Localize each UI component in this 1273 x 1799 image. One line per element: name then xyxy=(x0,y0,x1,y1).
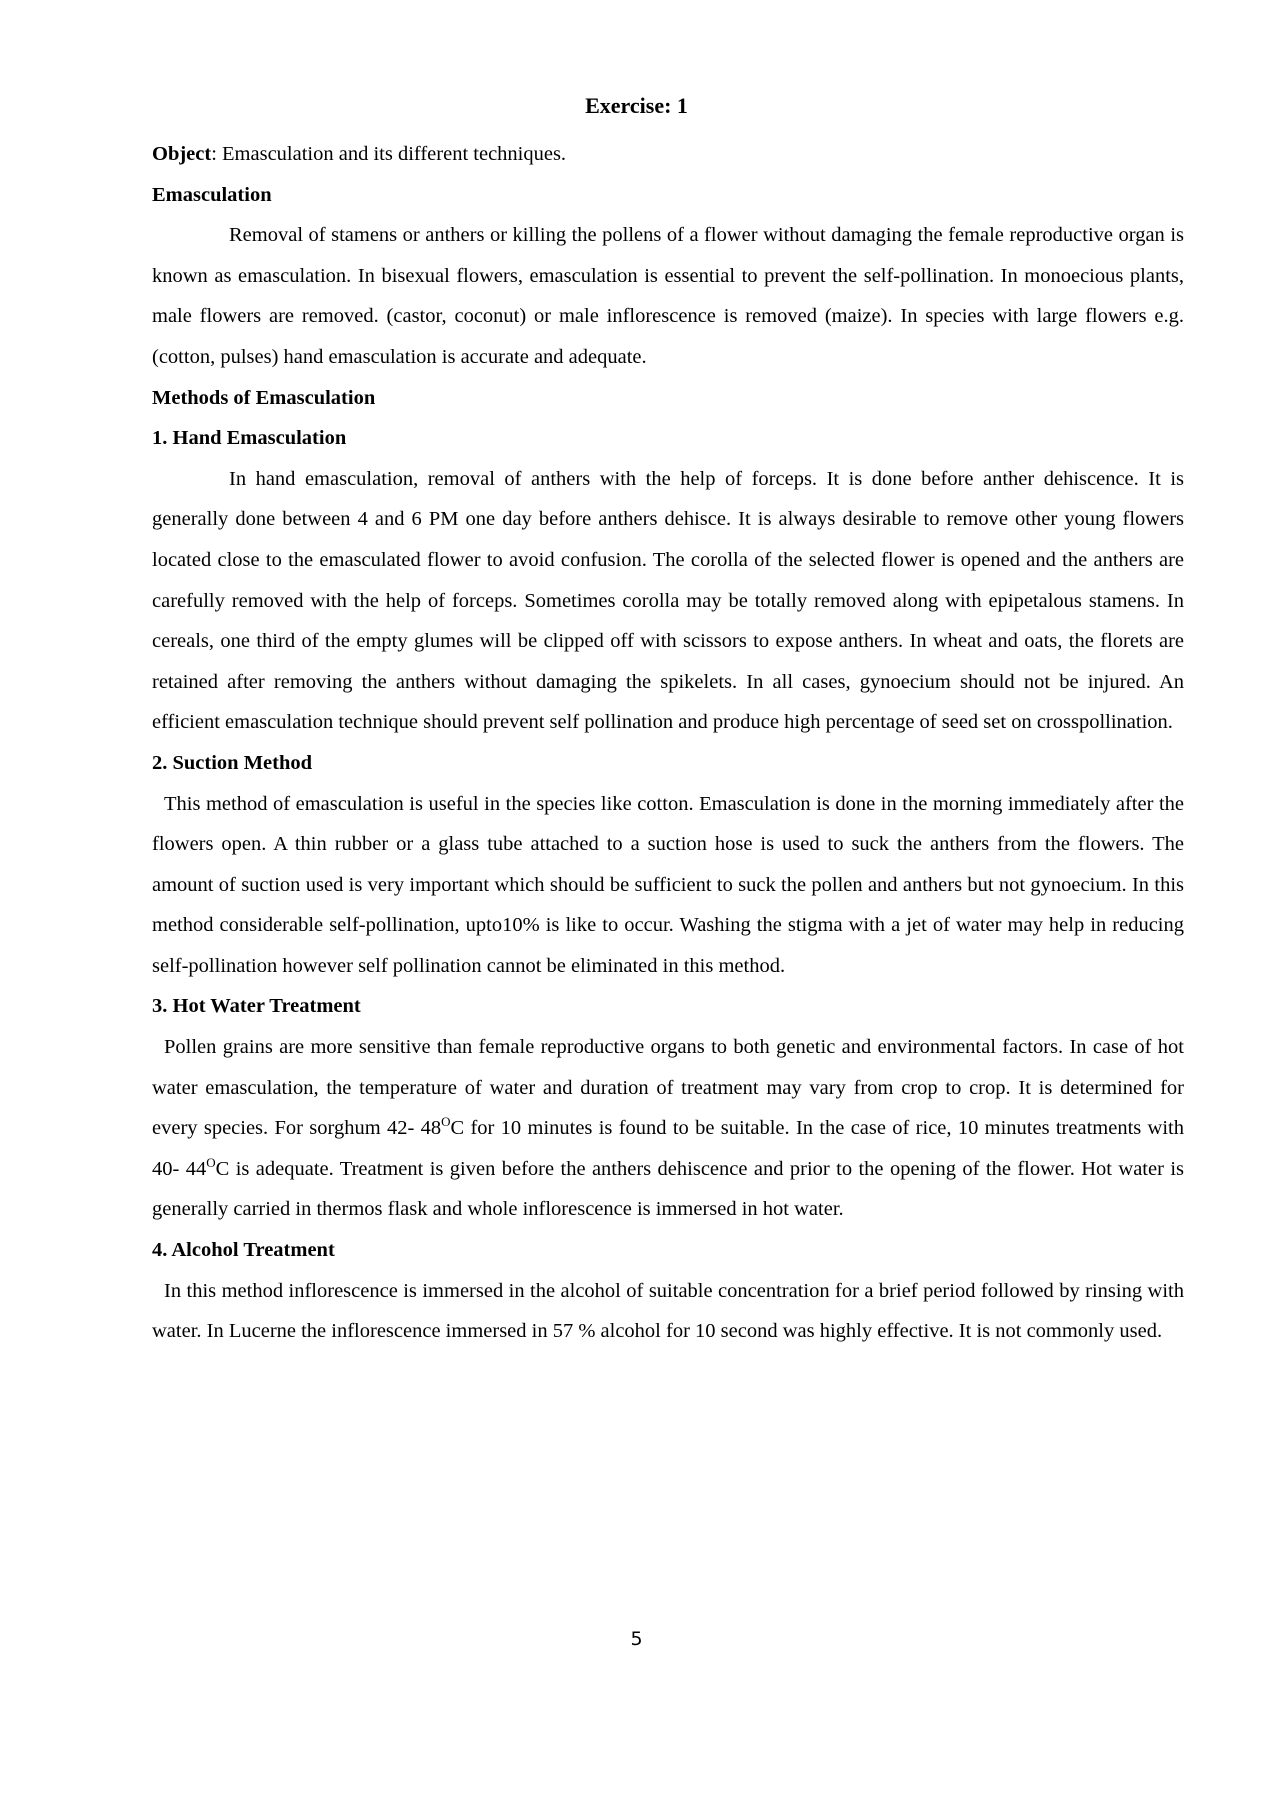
hand-emasculation-paragraph: In hand emasculation, removal of anthers with the help of forceps. It is done before anther dehiscence. It is generally done between 4 and 6 PM one day before anthers dehisce. It is always desirable to remove other young flowers located close to the emasculated flower to avoid confusion. The corolla of the selected flower is opened and the anthers are carefully removed with the help of forceps. Sometimes corolla may be totally removed along with epipetalous stamens. In cereals, one third of the empty glumes will be clipped off with scissors to expose anthers. In wheat and oats, the florets are retained after removing the anthers without damaging the spikelets. In all cases, gynoecium should not be injured. An efficient emasculation technique should prevent self pollination and produce high percentage of seed set on crosspollination. xyxy=(152,467,1184,734)
methods-heading: Methods of Emasculation xyxy=(152,386,376,409)
suction-method-heading: 2. Suction Method xyxy=(152,751,313,774)
page-number: 5 xyxy=(630,1628,643,1650)
object-label: Object xyxy=(152,143,212,165)
object-text: : Emasculation and its different techniques. xyxy=(211,143,567,165)
alcohol-treatment-paragraph: In this method inflorescence is immersed in the alcohol of suitable concentration for a brief period followed by rinsing with water. In Lucerne the inflorescence immersed in 57 % alcohol for 10 second was highly effective. It is not commonly used. xyxy=(152,1279,1184,1343)
hand-emasculation-heading: 1. Hand Emasculation xyxy=(152,427,347,450)
object-line xyxy=(152,134,1184,175)
hot-water-paragraph xyxy=(152,1027,1184,1230)
hot-water-text-3: C is adequate. Treatment is given before the anthers dehiscence and prior to the opening of the flower. Hot water is generally carried in thermos flask and whole inflorescence is immersed in hot water. xyxy=(152,1157,1184,1221)
hot-water-text-1: Pollen grains are more sensitive than female reproductive organs to both genetic and environmental factors. In case of hot water emasculation, the temperature of water and duration of treatment may vary from crop to crop. It is determined for every species. For sorghum 42- 48 xyxy=(152,1036,1184,1140)
hot-water-heading: 3. Hot Water Treatment xyxy=(152,995,361,1018)
alcohol-treatment-heading: 4. Alcohol Treatment xyxy=(152,1239,335,1262)
degree-superscript-1: O xyxy=(441,1114,451,1130)
suction-method-paragraph: This method of emasculation is useful in the species like cotton. Emasculation is done in the morning immediately after the flowers open. A thin rubber or a glass tube attached to a suction hose is used to suck the anthers from the flowers. The amount of suction used is very important which should be sufficient to suck the pollen and anthers but not gynoecium. In this method considerable self-pollination, upto10% is like to occur. Washing the stigma with a jet of water may help in reducing self-pollination however self pollination cannot be eliminated in this method. xyxy=(152,792,1184,977)
emasculation-paragraph: Removal of stamens or anthers or killing the pollens of a flower without damaging the female reproductive organ is known as emasculation. In bisexual flowers, emasculation is essential to prevent the self-pollination. In monoecious plants, male flowers are removed. (castor, coconut) or male inflorescence is removed (maize). In species with large flowers e.g. (cotton, pulses) hand emasculation is accurate and adequate. xyxy=(152,224,1184,368)
document-body xyxy=(152,134,1184,1352)
exercise-title: Exercise: 1 xyxy=(585,92,688,118)
hot-water-text-2: C for 10 minutes is found to be suitable. In the case of rice, 10 minutes treatments with 40- 44 xyxy=(152,1117,1185,1180)
degree-superscript-2: O xyxy=(206,1154,216,1170)
emasculation-heading: Emasculation xyxy=(152,183,272,206)
